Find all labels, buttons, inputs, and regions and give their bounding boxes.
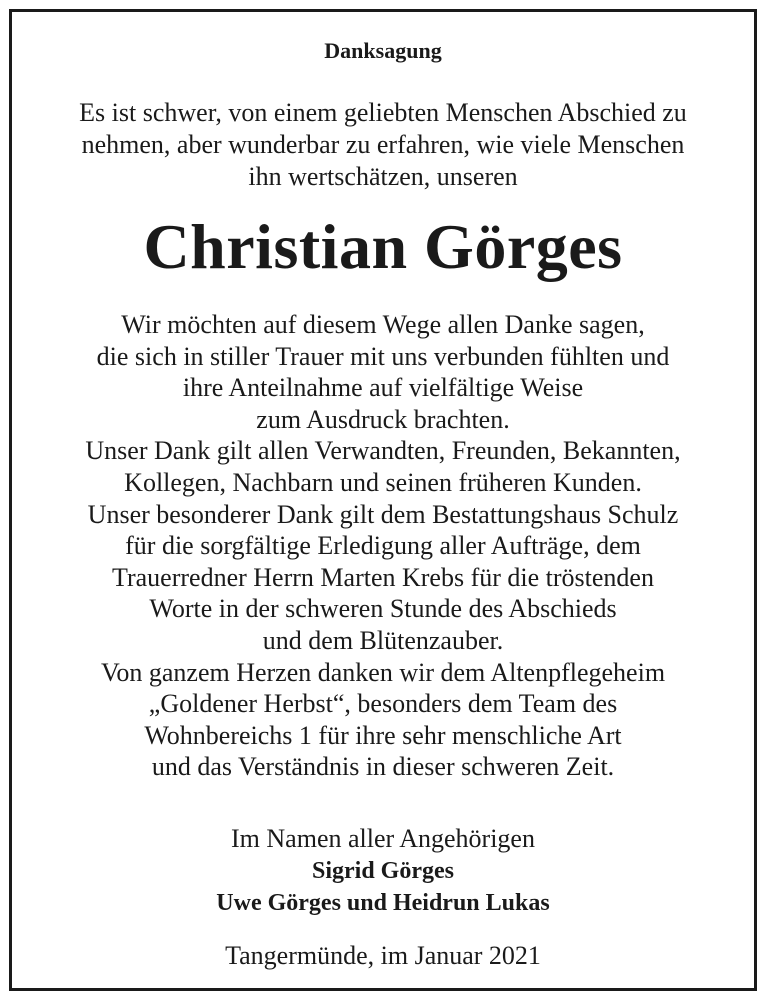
signatory: Uwe Görges und Heidrun Lukas	[216, 890, 550, 916]
intro-line: ihn wertschätzen, unseren	[248, 162, 518, 191]
notice-title: Danksagung	[324, 38, 442, 63]
body-line: Kollegen, Nachbarn und seinen früheren Kunden.	[124, 467, 642, 497]
body-line: für die sorgfältige Erledigung aller Aufträge, dem	[125, 531, 641, 561]
signoff-intro: Im Namen aller Angehörigen	[231, 824, 535, 853]
body-line: ihre Anteilnahme auf vielfältige Weise	[182, 373, 584, 403]
body-line: Wohnbereichs 1 für ihre sehr menschliche Art	[144, 720, 622, 750]
body-line: die sich in stiller Trauer mit uns verbunden fühlten und	[96, 341, 670, 371]
body-line: „Goldener Herbst“, besonders dem Team des	[148, 689, 618, 719]
body-line: Von ganzem Herzen danken wir dem Altenpflegeheim	[100, 657, 666, 687]
body-line: Worte in der schweren Stunde des Abschieds	[149, 594, 617, 624]
body-line: und das Verständnis in dieser schweren Zeit.	[151, 752, 615, 782]
deceased-name: Christian Görges	[143, 211, 623, 282]
obituary-notice-frame	[9, 9, 757, 991]
intro-line: Es ist schwer, von einem geliebten Menschen Abschied zu	[79, 98, 687, 127]
body-line: zum Ausdruck brachten.	[256, 404, 510, 434]
thanks-paragraph	[12, 309, 754, 783]
signatory: Sigrid Görges	[312, 858, 454, 884]
place-and-date: Tangermünde, im Januar 2021	[225, 941, 541, 970]
body-line: Unser besonderer Dank gilt dem Bestattungshaus Schulz	[87, 499, 679, 529]
body-line: Wir möchten auf diesem Wege allen Danke sagen,	[121, 310, 645, 339]
signoff-block	[12, 823, 754, 919]
intro-paragraph	[12, 97, 754, 193]
body-line: und dem Blütenzauber.	[262, 625, 504, 655]
intro-line: nehmen, aber wunderbar zu erfahren, wie viele Menschen	[81, 130, 685, 159]
body-line: Trauerredner Herrn Marten Krebs für die tröstenden	[112, 562, 654, 592]
body-line: Unser Dank gilt allen Verwandten, Freunden, Bekannten,	[85, 436, 681, 466]
